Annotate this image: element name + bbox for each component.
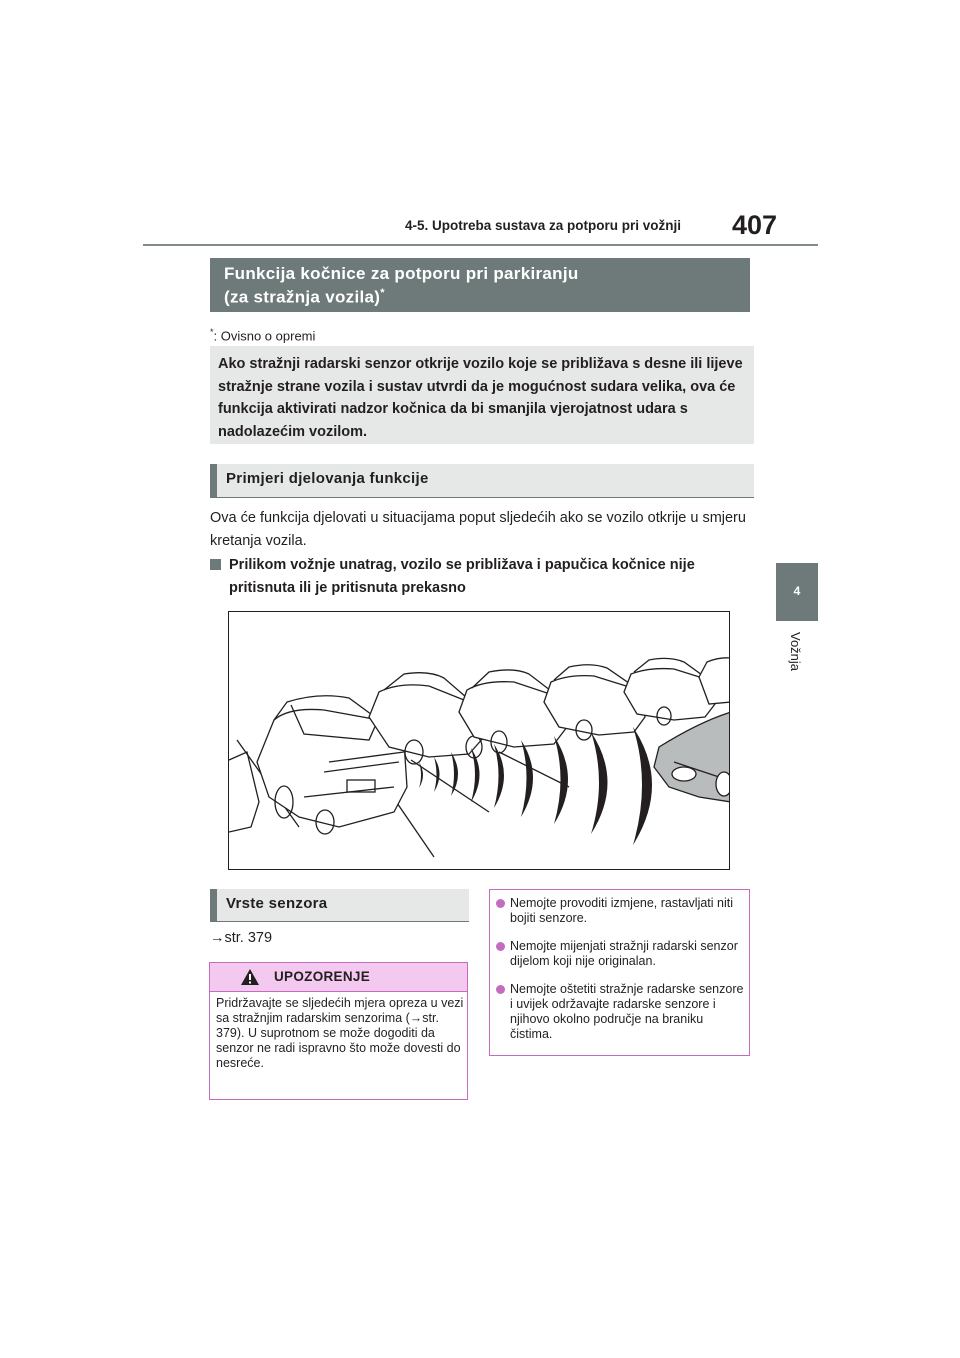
section-heading bbox=[210, 258, 750, 312]
list-item-text: Nemojte mijenjati stražnji radarski senzor dijelom koji nije originalan. bbox=[510, 939, 738, 968]
bullet-icon bbox=[496, 942, 505, 951]
warning-triangle-icon bbox=[240, 968, 260, 986]
parking-line bbox=[499, 752, 569, 787]
footnote-text: : Ovisno o opremi bbox=[213, 328, 316, 344]
warning-title: UPOZORENJE bbox=[274, 969, 371, 984]
list-item-text: Nemojte provoditi izmjene, rastavljati niti bojiti senzore. bbox=[510, 896, 734, 925]
warning-divider bbox=[210, 991, 467, 992]
section-title: 4-5. Upotreba sustava za potporu pri vožnji bbox=[405, 218, 682, 233]
heading-asterisk: * bbox=[380, 287, 385, 299]
chapter-label: Vožnja bbox=[788, 632, 803, 672]
heading-line-2 bbox=[224, 287, 385, 308]
caution-list-box bbox=[489, 889, 750, 1056]
bullet-icon bbox=[496, 985, 505, 994]
list-item-text: Nemojte oštetiti stražnje radarske senzore i uvijek održavajte radarske senzore i njihovo okolno područje na braniku čistima. bbox=[510, 982, 744, 1041]
parking-illustration bbox=[228, 611, 730, 870]
condition-text: Prilikom vožnje unatrag, vozilo se približava i papučica kočnice nije pritisnuta ili je pritisnuta prekasno bbox=[229, 557, 695, 596]
sensors-heading-text: Vrste senzora bbox=[226, 895, 328, 912]
examples-heading-text: Primjeri djelovanja funkcije bbox=[226, 470, 429, 487]
sensors-heading bbox=[210, 889, 469, 922]
warning-header bbox=[210, 963, 467, 991]
chapter-number: 4 bbox=[793, 584, 801, 598]
examples-heading bbox=[210, 464, 754, 498]
intro-text: Ako stražnji radarski senzor otkrije vozilo koje se približava s desne ili lijeve stražnje strane vozila i sustav utvrdi da je mogućnost sudara velika, ova će funkcija aktivirati nadzor kočnica da bi smanjila vjerojatnost udara s nadolazećim vozilom. bbox=[218, 356, 743, 440]
footnote bbox=[210, 327, 315, 343]
examples-body: Ova će funkcija djelovati u situacijama poput sljedećih ako se vozilo otkrije u smjeru kretanja vozila. bbox=[210, 510, 746, 549]
bullet-icon bbox=[496, 899, 505, 908]
page-reference-link[interactable]: →str. 379 bbox=[210, 930, 273, 946]
warning-box bbox=[209, 962, 468, 1100]
heading-line-1: Funkcija kočnice za potporu pri parkiranju bbox=[224, 264, 579, 283]
parking-scene-svg bbox=[229, 612, 730, 870]
radar-wave bbox=[434, 757, 440, 792]
radar-wave bbox=[633, 727, 652, 845]
page-number: 407 bbox=[732, 210, 778, 240]
radar-wave bbox=[451, 752, 458, 796]
warning-text: Pridržavajte se sljedećih mjera opreza u vezi sa stražnjim radarskim senzorima (→str. 379). U suprotnom se može dogoditi da senzor ne radi ispravno što može dovesti do nesreće. bbox=[216, 996, 464, 1070]
header-divider bbox=[143, 244, 818, 246]
heading-line-2-text: (za stražnja vozila) bbox=[224, 287, 381, 307]
radar-wave bbox=[591, 732, 608, 834]
square-bullet-icon bbox=[210, 559, 221, 570]
radar-wave bbox=[521, 740, 533, 817]
footnote-mark: * bbox=[210, 327, 214, 337]
intro-box bbox=[210, 346, 754, 444]
